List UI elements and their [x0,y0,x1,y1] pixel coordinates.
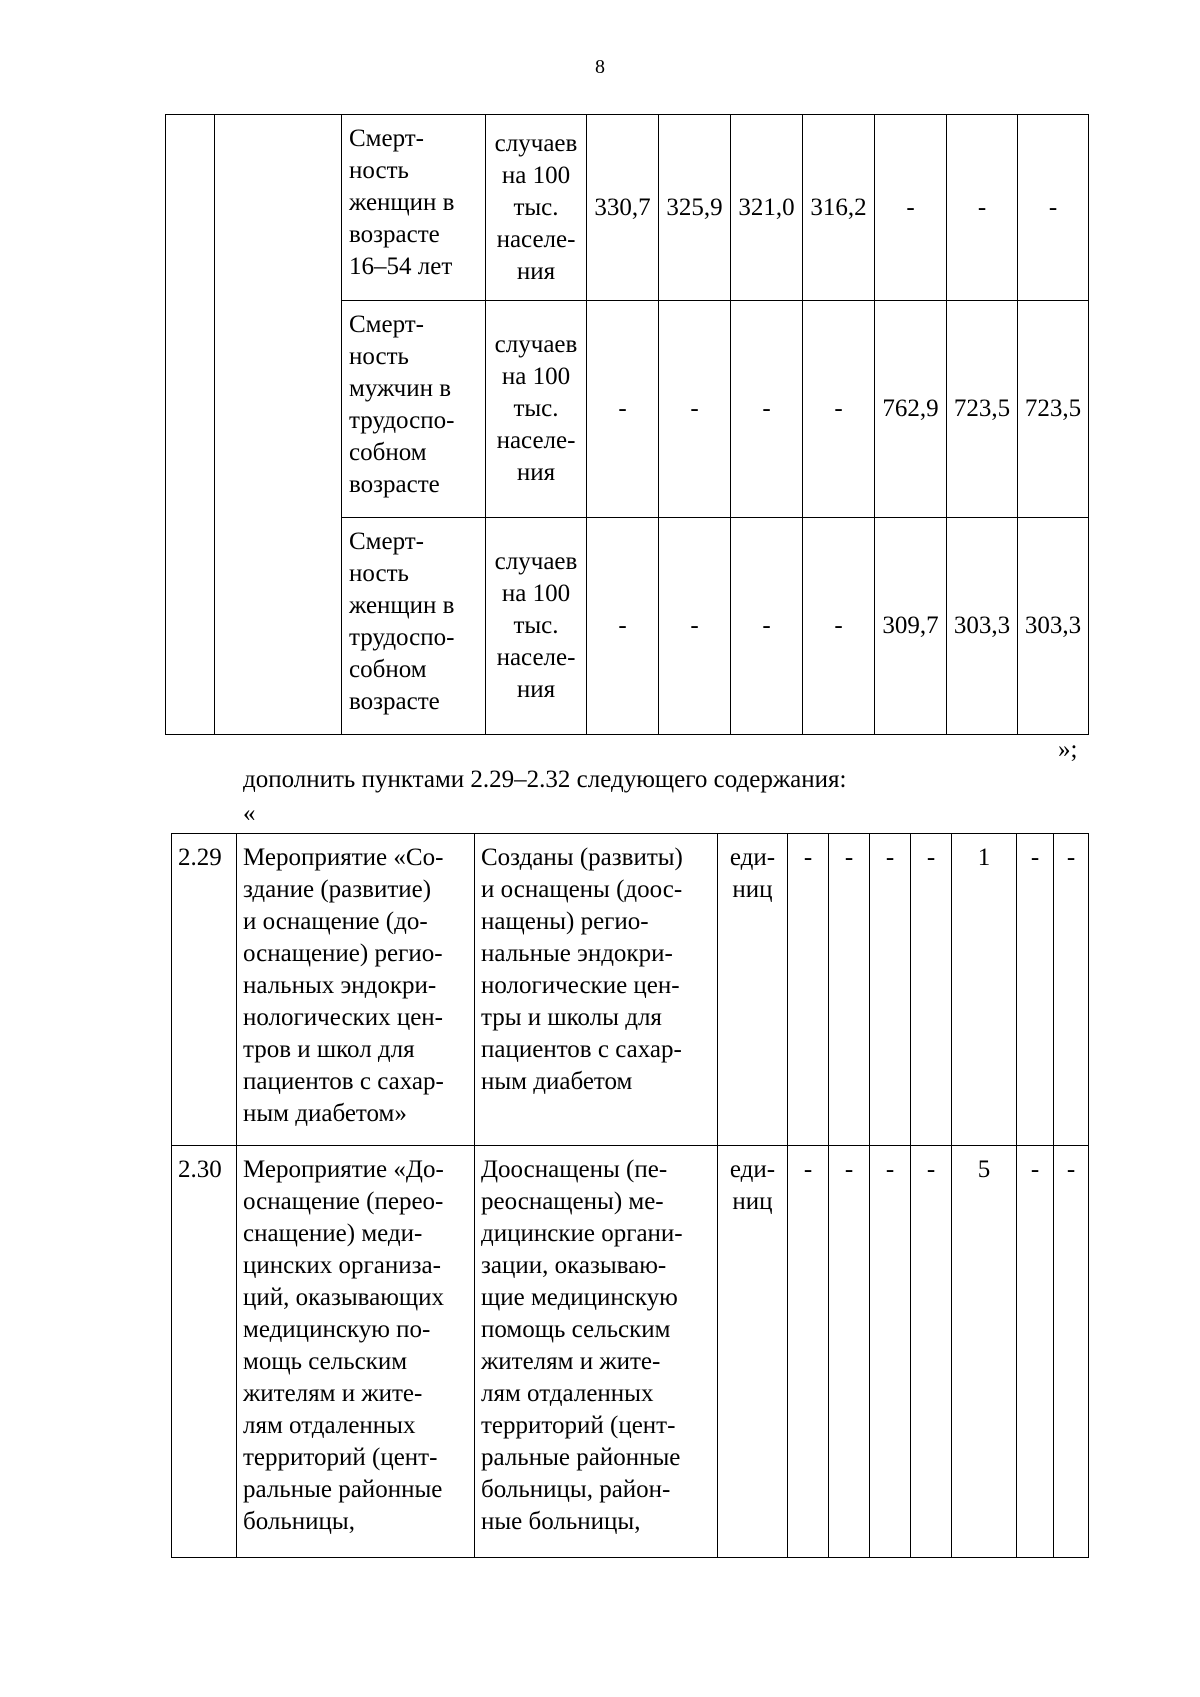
unit-cell: случаев на 100 тыс. населе- ния [486,115,587,301]
value-cell: 316,2 [803,115,875,301]
unit-cell: еди- ниц [718,834,788,1146]
result-cell: Дооснащены (пе- реоснащены) ме- дицинские органи- зации, оказываю- щие медицинскую помощь сельским жителям и жите- лям отдаленных территорий (цент- ральные районные больницы, район- ные больницы, [475,1146,718,1558]
item-number: 2.29 [172,834,237,1146]
value-cell: 723,5 [947,301,1018,518]
value-cell: 762,9 [875,301,947,518]
value-cell: - [870,834,911,1146]
value-cell: - [803,301,875,518]
value-cell: 303,3 [947,518,1018,735]
value-cell: - [788,834,829,1146]
page-number: 8 [595,56,605,78]
closing-quote: »; [1058,736,1078,763]
unit-cell: еди- ниц [718,1146,788,1558]
table-row [172,1146,1089,1558]
unit-cell: случаев на 100 тыс. населе- ния [486,518,587,735]
value-cell: - [803,518,875,735]
value-cell: - [947,115,1018,301]
opening-quote: « [243,800,256,827]
value-cell: 330,7 [587,115,659,301]
value-cell: - [829,834,870,1146]
value-cell: - [911,834,952,1146]
value-cell: - [587,301,659,518]
amendment-paragraph: дополнить пунктами 2.29–2.32 следующего содержания: [243,766,847,793]
measure-cell: Мероприятие «Со- здание (развитие) и оснащение (до- оснащение) регио- нальных эндокри- нологических цен- тров и школ для пациентов с сахар- ным диабетом» [237,834,475,1146]
value-cell: - [788,1146,829,1558]
value-cell: 303,3 [1018,518,1089,735]
value-cell: - [731,518,803,735]
unit-cell: случаев на 100 тыс. населе- ния [486,301,587,518]
empty-number-cell [166,115,215,735]
empty-measure-cell [215,115,342,735]
value-cell: - [870,1146,911,1558]
indicator-cell: Смерт- ность женщин в трудоспо- собном возрасте [342,518,486,735]
measure-cell: Мероприятие «До- оснащение (перео- снащение) меди- цинских организа- ций, оказывающих медицинскую по- мощь сельским жителям и жите- лям отдаленных территорий (цент- ральные районные больницы, [237,1146,475,1558]
value-cell: - [1018,115,1089,301]
measures-table [171,833,1089,1558]
value-cell: - [1054,1146,1089,1558]
value-cell: 1 [952,834,1017,1146]
table-row [166,115,1089,301]
value-cell: - [911,1146,952,1558]
value-cell: 309,7 [875,518,947,735]
value-cell: 5 [952,1146,1017,1558]
value-cell: - [731,301,803,518]
table-row [172,834,1089,1146]
value-cell: 321,0 [731,115,803,301]
result-cell: Созданы (развиты) и оснащены (доос- нащены) регио- нальные эндокри- нологические цен- тры и школы для пациентов с сахар- ным диабетом [475,834,718,1146]
value-cell: - [829,1146,870,1558]
value-cell: - [875,115,947,301]
value-cell: - [587,518,659,735]
indicator-cell: Смерт- ность мужчин в трудоспо- собном возрасте [342,301,486,518]
indicator-cell: Смерт- ность женщин в возрасте 16–54 лет [342,115,486,301]
value-cell: - [659,301,731,518]
value-cell: - [659,518,731,735]
value-cell: - [1017,1146,1054,1558]
value-cell: - [1017,834,1054,1146]
value-cell: 325,9 [659,115,731,301]
item-number: 2.30 [172,1146,237,1558]
value-cell: 723,5 [1018,301,1089,518]
value-cell: - [1054,834,1089,1146]
indicators-table-continued [165,114,1089,735]
